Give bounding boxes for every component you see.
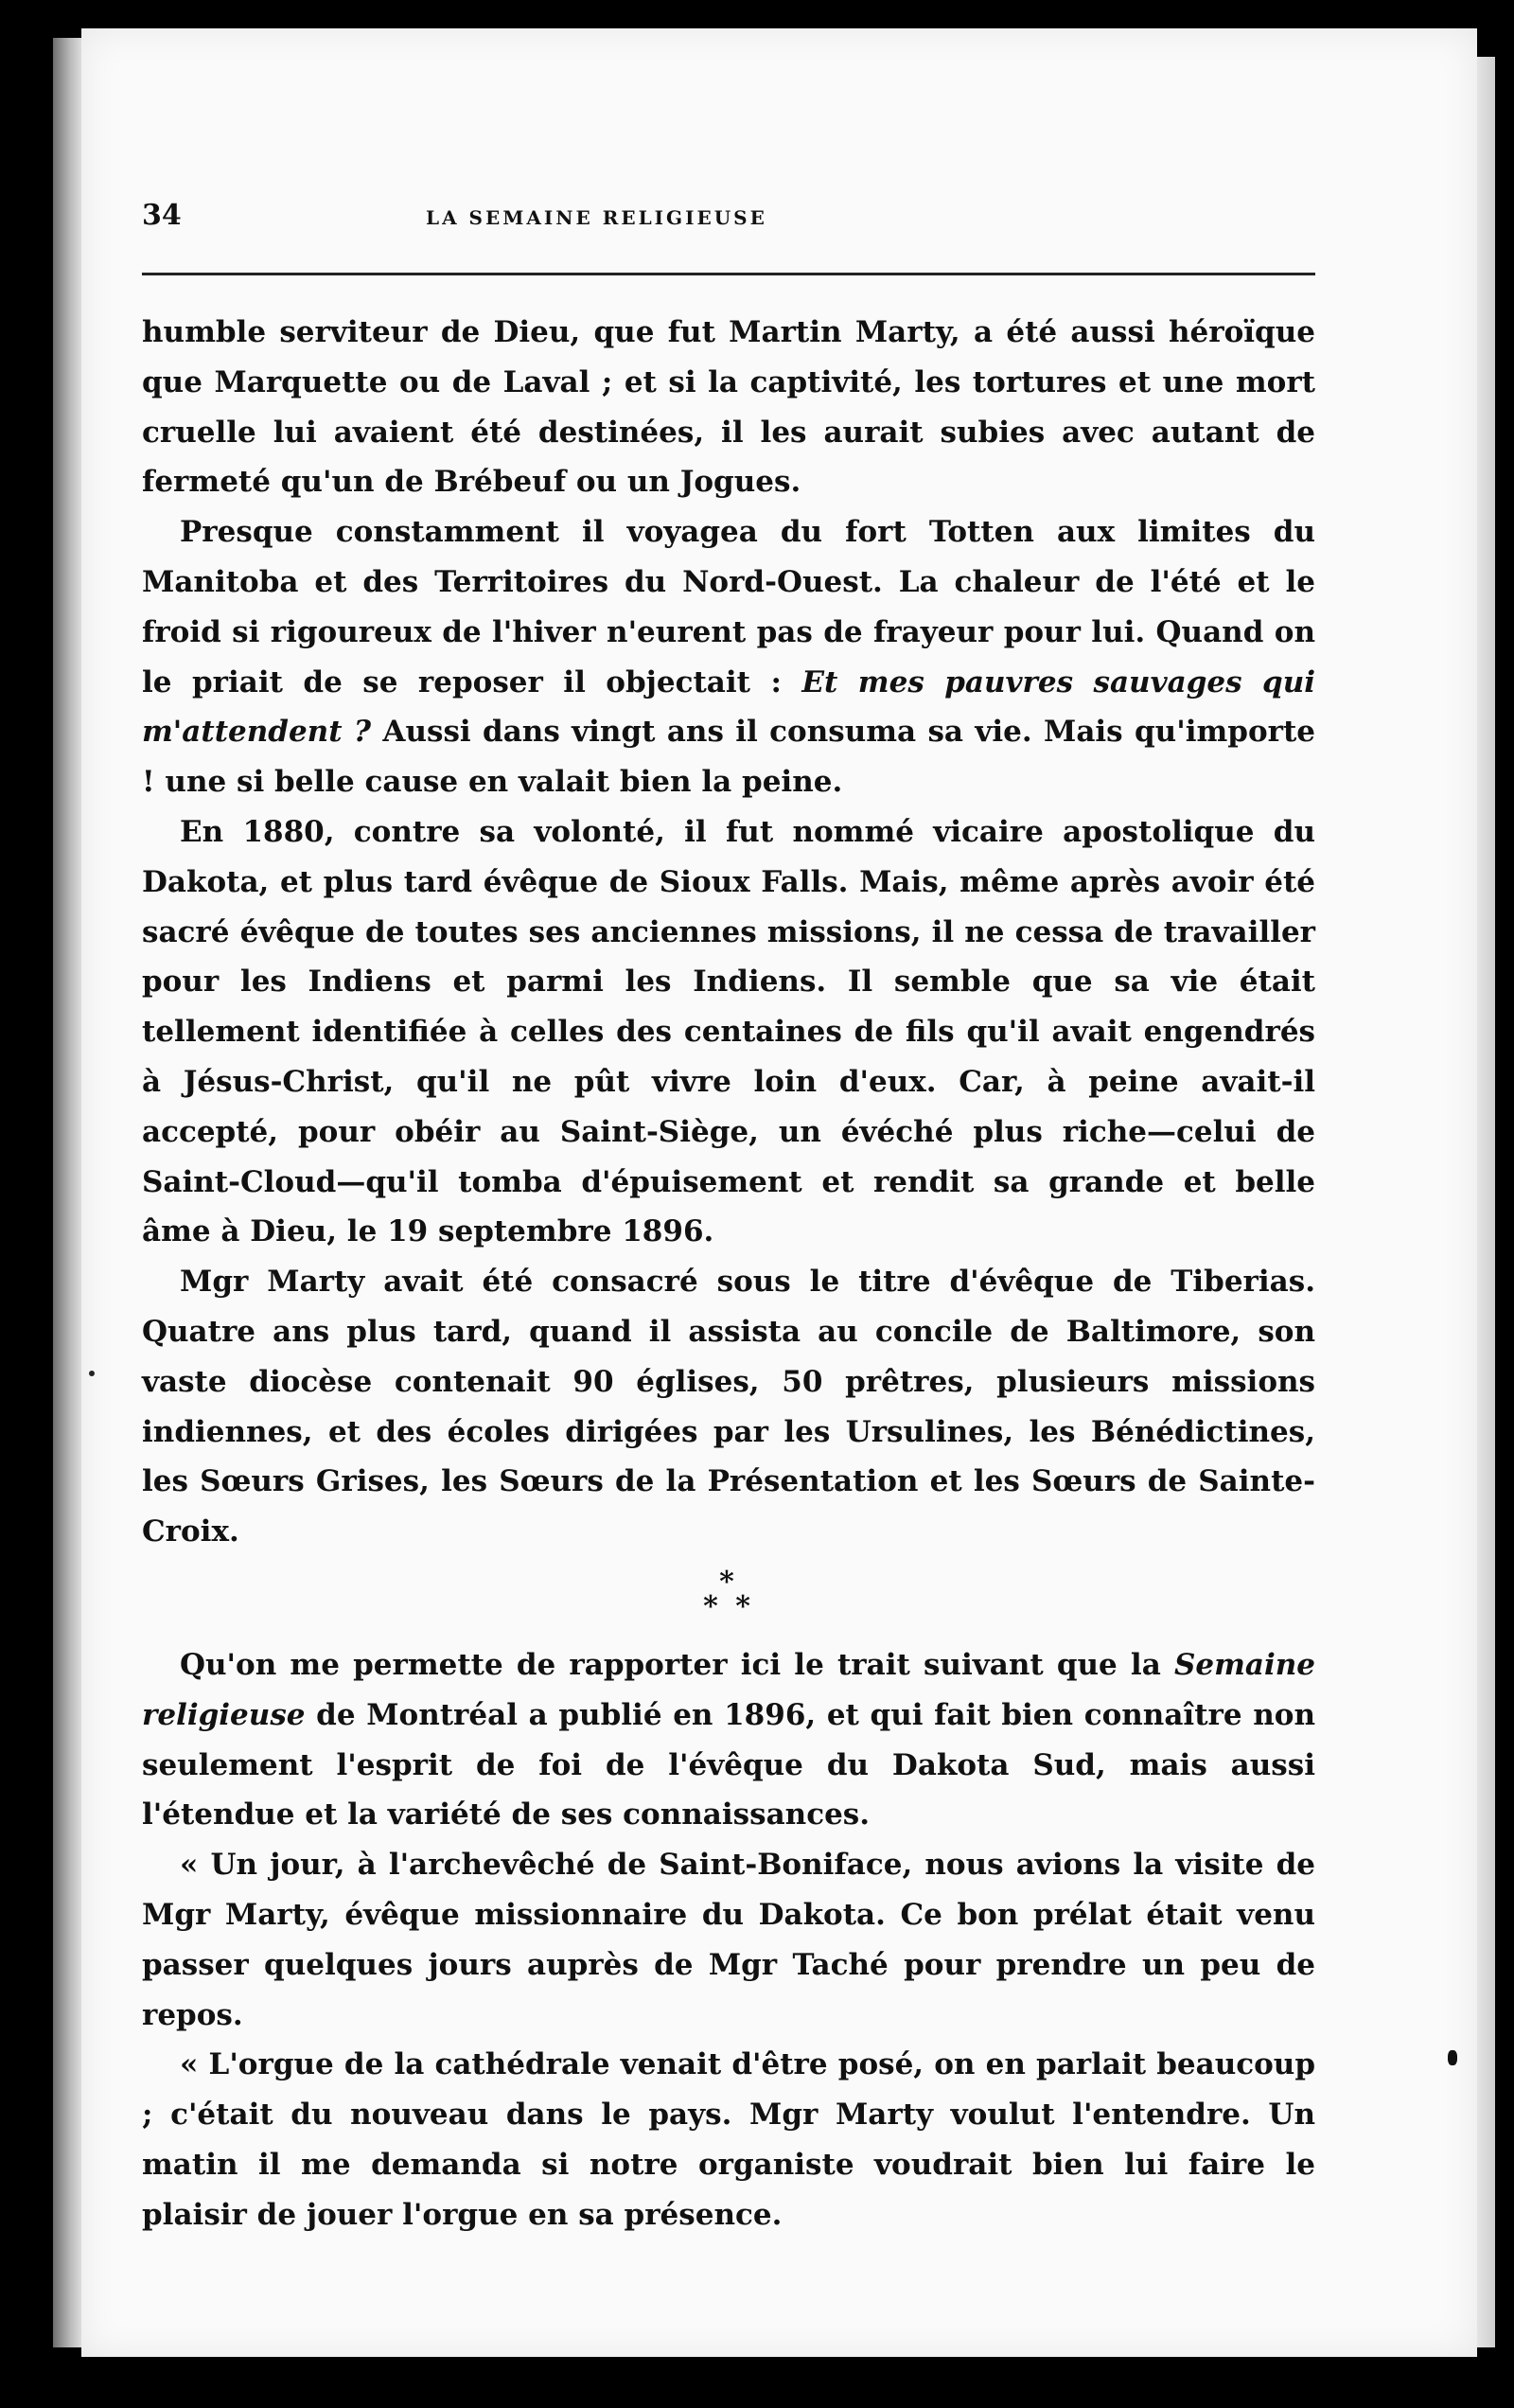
paragraph-2-italic: Et mes pauvres sauvages qui m'attendent ?: [142, 664, 1316, 750]
page-edge-left: [53, 38, 81, 2347]
asterism: [142, 1557, 1315, 1640]
paragraph-6: « Un jour, à l'archevêché de Saint-Boniface, nous avions la visite de Mgr Marty, évêque missionnaire du Dakota. Ce bon prélat était venu passer quelques jours auprès de Mgr Taché pour prendre un peu de repos.: [142, 1848, 1315, 2032]
page-header: [142, 199, 1315, 246]
body-text: [142, 308, 1315, 2240]
running-head: LA SEMAINE RELIGIEUSE: [426, 206, 767, 229]
paragraph-1: humble serviteur de Dieu, que fut Martin Marty, a été aussi héroïque que Marquette ou de Laval ; et si la captivité, les tortures et une mort cruelle lui avaient été destinées, il les aurait subies avec autant de fermeté qu'un de Brébeuf ou un Jogues.: [142, 315, 1315, 500]
paragraph-2-tail: Aussi dans vingt ans il consuma sa vie. Mais qu'importe ! une si belle cause en valait bien la peine.: [142, 715, 1315, 800]
paragraph-5-italic: Semaine religieuse: [142, 1647, 1315, 1732]
asterism-top: *: [719, 1565, 738, 1599]
asterism-bottom: * *: [703, 1589, 754, 1623]
paragraph-7: « L'orgue de la cathédrale venait d'être posé, on en parlait beaucoup ; c'était du nouveau dans le pays. Mgr Marty voulut l'entendre. Un matin il me demanda si notre organiste voudrait bien lui faire le plaisir de jouer l'orgue en sa présence.: [142, 2047, 1315, 2232]
paragraph-5-text-a: Qu'on me permette de rapporter ici le trait suivant que la: [180, 1647, 1161, 1682]
header-rule: [142, 273, 1315, 275]
paragraph-5-text-b: de Montréal a publié en 1896, et qui fait bien connaître non seulement l'esprit de foi de l'évêque du Dakota Sud, mais aussi l'étendue et la variété de ses connaissances.: [142, 1697, 1315, 1833]
paragraph-3: En 1880, contre sa volonté, il fut nommé vicaire apostolique du Dakota, et plus tard évêque de Sioux Falls. Mais, même après avoir été sacré évêque de toutes ses anciennes missions, il ne cessa de travailler pour les Indiens et parmi les Indiens. Il semble que sa vie était tellement identifiée à celles des centaines de fils qu'il avait engendrés à Jésus-Christ, qu'il ne pût vivre loin d'eux. Car, à peine avait-il accepté, pour obéir au Saint-Siège, un évéché plus riche—celui de Saint-Cloud—qu'il tomba d'épuisement et rendit sa grande et belle âme à Dieu, le 19 septembre 1896.: [142, 814, 1315, 1249]
paragraph-2: [142, 507, 1315, 807]
margin-speck-right: [1448, 2050, 1457, 2065]
paragraph-5: [142, 1640, 1315, 1840]
paragraph-4: Mgr Marty avait été consacré sous le titre d'évêque de Tiberias. Quatre ans plus tard, quand il assista au concile de Baltimore, son vaste diocèse contenait 90 églises, 50 prêtres, plusieurs missions indiennes, et des écoles dirigées par les Ursulines, les Bénédictines, les Sœurs Grises, les Sœurs de la Présentation et les Sœurs de Sainte-Croix.: [142, 1265, 1315, 1549]
page-number: 34: [142, 199, 182, 232]
paragraph-2-text: Presque constamment il voyagea du fort Totten aux limites du Manitoba et des Territoires du Nord-Ouest. La chaleur de l'été et le froid si rigoureux de l'hiver n'eurent pas de frayeur pour lui. Quand on le priait de se reposer il objectait :: [142, 515, 1315, 699]
margin-speck: [89, 1371, 95, 1376]
